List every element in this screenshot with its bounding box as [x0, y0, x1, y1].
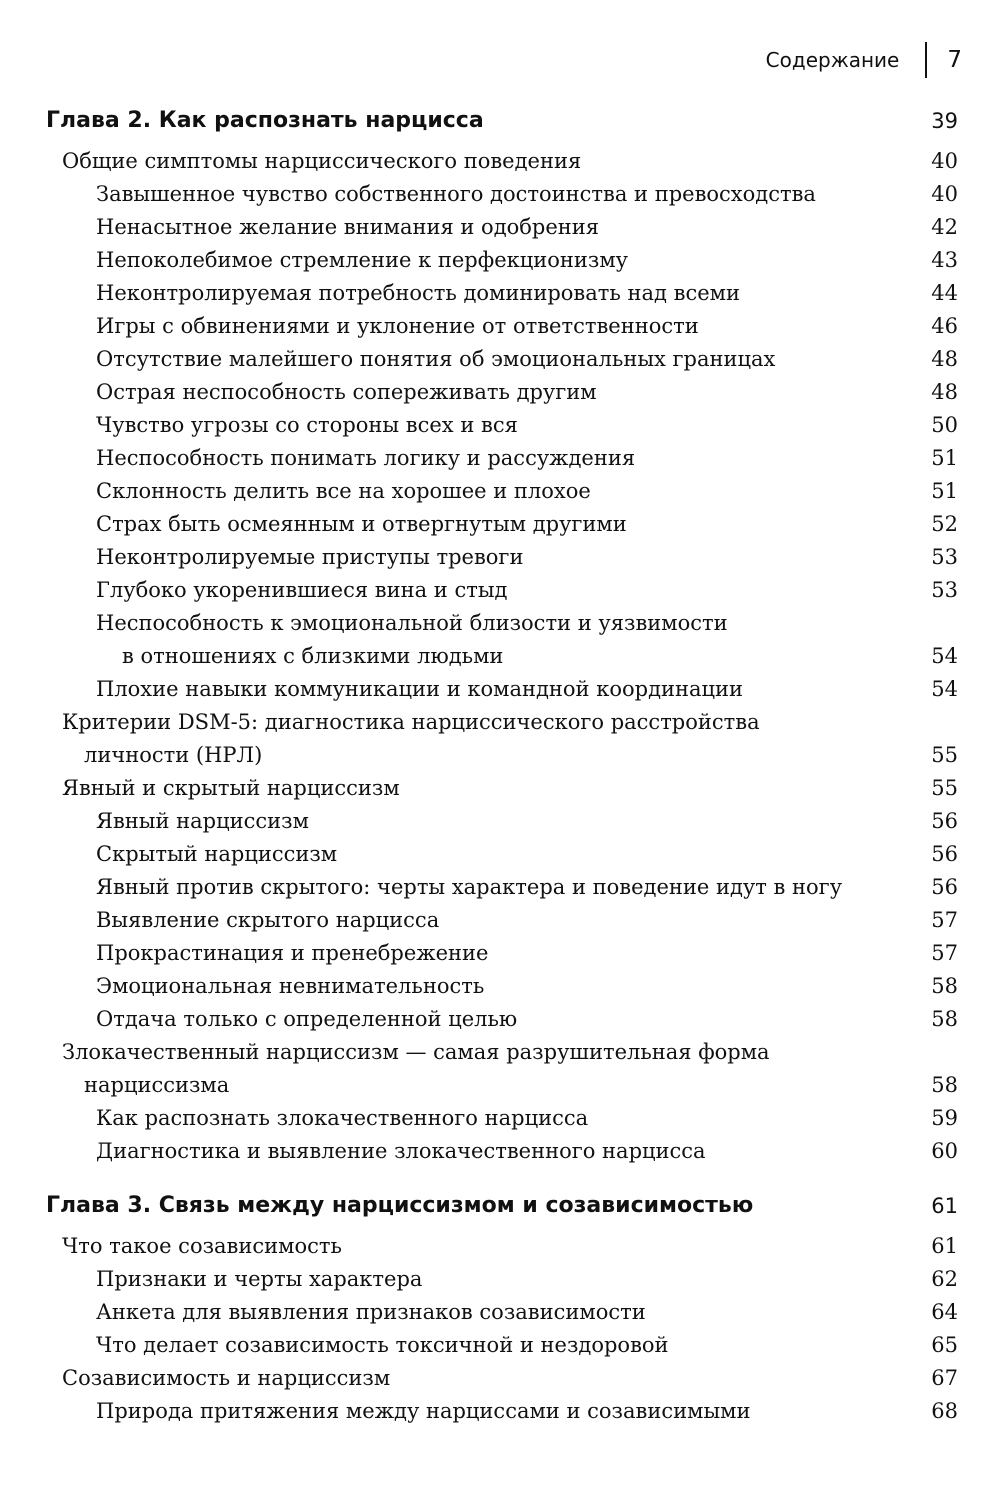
toc-entry-title: Чувство угрозы со стороны всех и вся [96, 413, 518, 437]
toc-subsection[interactable] [0, 1395, 1000, 1427]
toc-entry-page: 59 [931, 1106, 958, 1130]
toc-entry-page: 58 [931, 1007, 958, 1031]
toc-entry-page: 58 [931, 974, 958, 998]
toc-entry-page: 48 [931, 347, 958, 371]
toc-entry-page: 61 [931, 1234, 958, 1258]
toc-subsection[interactable] [0, 838, 1000, 870]
toc-entry-title: Неконтролируемые приступы тревоги [96, 545, 524, 569]
toc-entry-page: 57 [931, 941, 958, 965]
toc-subsection[interactable] [0, 508, 1000, 540]
toc-section[interactable] [0, 145, 1000, 177]
toc-subsection[interactable] [0, 409, 1000, 441]
toc-entry-title: Признаки и черты характера [96, 1267, 423, 1291]
toc-entry-title: Явный против скрытого: черты характера и поведение идут в ногу [96, 875, 843, 899]
toc-entry-page: 50 [931, 413, 958, 437]
toc-entry-title: Общие симптомы нарциссического поведения [62, 149, 582, 173]
toc-section[interactable] [0, 1230, 1000, 1262]
toc-entry-page: 46 [931, 314, 958, 338]
toc-entry-title: Острая неспособность сопереживать другим [96, 380, 597, 404]
toc-section[interactable] [0, 1036, 1000, 1068]
toc-entry-page: 53 [931, 545, 958, 569]
toc-subsection[interactable] [0, 1329, 1000, 1361]
toc-entry-title: в отношениях с близкими людьми [122, 644, 504, 668]
header-divider [925, 42, 927, 78]
page-number: 7 [947, 47, 962, 73]
toc-entry-page: 51 [931, 479, 958, 503]
toc-entry-page: 54 [931, 677, 958, 701]
toc-subsection[interactable] [0, 475, 1000, 507]
toc-section[interactable] [0, 706, 1000, 738]
toc-subsection[interactable] [0, 607, 1000, 639]
toc-subsection[interactable] [0, 1296, 1000, 1328]
toc-subsection[interactable] [0, 277, 1000, 309]
toc-subsection[interactable] [0, 970, 1000, 1002]
toc-chapter-heading[interactable] [0, 105, 1000, 137]
toc-entry-page: 57 [931, 908, 958, 932]
toc-subsection[interactable] [0, 376, 1000, 408]
toc-entry-page: 44 [931, 281, 958, 305]
toc-entry-title: Страх быть осмеянным и отвергнутым другими [96, 512, 627, 536]
toc-entry-page: 55 [931, 743, 958, 767]
toc-subsection[interactable] [0, 1263, 1000, 1295]
toc-entry-title: Что делает созависимость токсичной и нездоровой [96, 1333, 669, 1357]
toc-subsection[interactable] [0, 244, 1000, 276]
toc-entry-title: Игры с обвинениями и уклонение от ответственности [96, 314, 699, 338]
toc-subsection[interactable] [0, 805, 1000, 837]
toc-subsection[interactable] [0, 541, 1000, 573]
toc-subsection[interactable] [0, 211, 1000, 243]
toc-entry-title: Диагностика и выявление злокачественного нарцисса [96, 1139, 706, 1163]
toc-subsection[interactable] [0, 574, 1000, 606]
toc-entry-page: 56 [931, 809, 958, 833]
toc-subsection[interactable] [0, 442, 1000, 474]
toc-entry-title: Скрытый нарциссизм [96, 842, 338, 866]
toc-subsection-continuation[interactable] [0, 640, 1000, 672]
toc-section-continuation[interactable] [0, 739, 1000, 771]
toc-entry-title: Глава 2. Как распознать нарцисса [46, 108, 484, 133]
toc-entry-title: Что такое созависимость [62, 1234, 342, 1258]
toc-entry-title: Как распознать злокачественного нарцисса [96, 1106, 589, 1130]
toc-entry-page: 65 [931, 1333, 958, 1357]
toc-entry-page: 52 [931, 512, 958, 536]
toc-subsection[interactable] [0, 178, 1000, 210]
toc-section[interactable] [0, 772, 1000, 804]
toc-entry-page: 51 [931, 446, 958, 470]
toc-entry-title: Анкета для выявления признаков созависимости [96, 1300, 646, 1324]
toc-entry-page: 68 [931, 1399, 958, 1423]
toc-entry-title: нарциссизма [84, 1073, 230, 1097]
toc-entry-page: 54 [931, 644, 958, 668]
toc-entry-page: 56 [931, 875, 958, 899]
toc-entry-page: 53 [931, 578, 958, 602]
toc-entry-title: Склонность делить все на хорошее и плохое [96, 479, 591, 503]
toc-subsection[interactable] [0, 1102, 1000, 1134]
toc-subsection[interactable] [0, 937, 1000, 969]
toc-entry-page: 61 [931, 1194, 958, 1218]
toc-entry-page: 39 [931, 109, 958, 133]
toc-subsection[interactable] [0, 673, 1000, 705]
toc-entry-title: Созависимость и нарциссизм [62, 1366, 391, 1390]
toc-entry-page: 43 [931, 248, 958, 272]
toc-entry-title: Отсутствие малейшего понятия об эмоциональных границах [96, 347, 776, 371]
toc-entry-page: 42 [931, 215, 958, 239]
toc-entry-title: Явный и скрытый нарциссизм [62, 776, 400, 800]
toc-subsection[interactable] [0, 904, 1000, 936]
toc-entry-page: 56 [931, 842, 958, 866]
toc-subsection[interactable] [0, 1003, 1000, 1035]
toc-entry-title: Эмоциональная невнимательность [96, 974, 485, 998]
toc-entry-page: 58 [931, 1073, 958, 1097]
toc-entry-title: Прокрастинация и пренебрежение [96, 941, 489, 965]
running-header-title: Содержание [765, 48, 900, 72]
toc-entry-title: Критерии DSM-5: диагностика нарциссического расстройства [62, 710, 760, 734]
toc-entry-page: 40 [931, 182, 958, 206]
toc-entry-title: Неспособность к эмоциональной близости и уязвимости [96, 611, 728, 635]
toc-entry-page: 40 [931, 149, 958, 173]
toc-entry-page: 67 [931, 1366, 958, 1390]
toc-entry-title: Неконтролируемая потребность доминировать над всеми [96, 281, 740, 305]
toc-section-continuation[interactable] [0, 1069, 1000, 1101]
toc-subsection[interactable] [0, 871, 1000, 903]
toc-entry-page: 64 [931, 1300, 958, 1324]
toc-entry-title: Глава 3. Связь между нарциссизмом и созависимостью [46, 1193, 754, 1218]
toc-entry-title: Природа притяжения между нарциссами и созависимыми [96, 1399, 751, 1423]
toc-entry-title: Явный нарциссизм [96, 809, 309, 833]
toc-entry-page: 55 [931, 776, 958, 800]
toc-section[interactable] [0, 1362, 1000, 1394]
toc-entry-title: Непоколебимое стремление к перфекционизму [96, 248, 629, 272]
toc-entry-page: 48 [931, 380, 958, 404]
toc-entry-title: Неспособность понимать логику и рассуждения [96, 446, 636, 470]
toc-entry-title: Отдача только с определенной целью [96, 1007, 518, 1031]
toc-subsection[interactable] [0, 343, 1000, 375]
toc-entry-title: Ненасытное желание внимания и одобрения [96, 215, 600, 239]
toc-entry-page: 60 [931, 1139, 958, 1163]
toc-subsection[interactable] [0, 1135, 1000, 1167]
toc-chapter-heading[interactable] [0, 1190, 1000, 1222]
toc-entry-title: Злокачественный нарциссизм — самая разрушительная форма [62, 1040, 770, 1064]
toc-entry-title: Выявление скрытого нарцисса [96, 908, 440, 932]
toc-entry-title: Плохие навыки коммуникации и командной координации [96, 677, 744, 701]
toc-entry-title: Завышенное чувство собственного достоинства и превосходства [96, 182, 816, 206]
toc-entry-title: личности (НРЛ) [84, 743, 263, 767]
toc-subsection[interactable] [0, 310, 1000, 342]
running-header [766, 42, 962, 78]
toc-entry-title: Глубоко укоренившиеся вина и стыд [96, 578, 508, 602]
toc-entry-page: 62 [931, 1267, 958, 1291]
